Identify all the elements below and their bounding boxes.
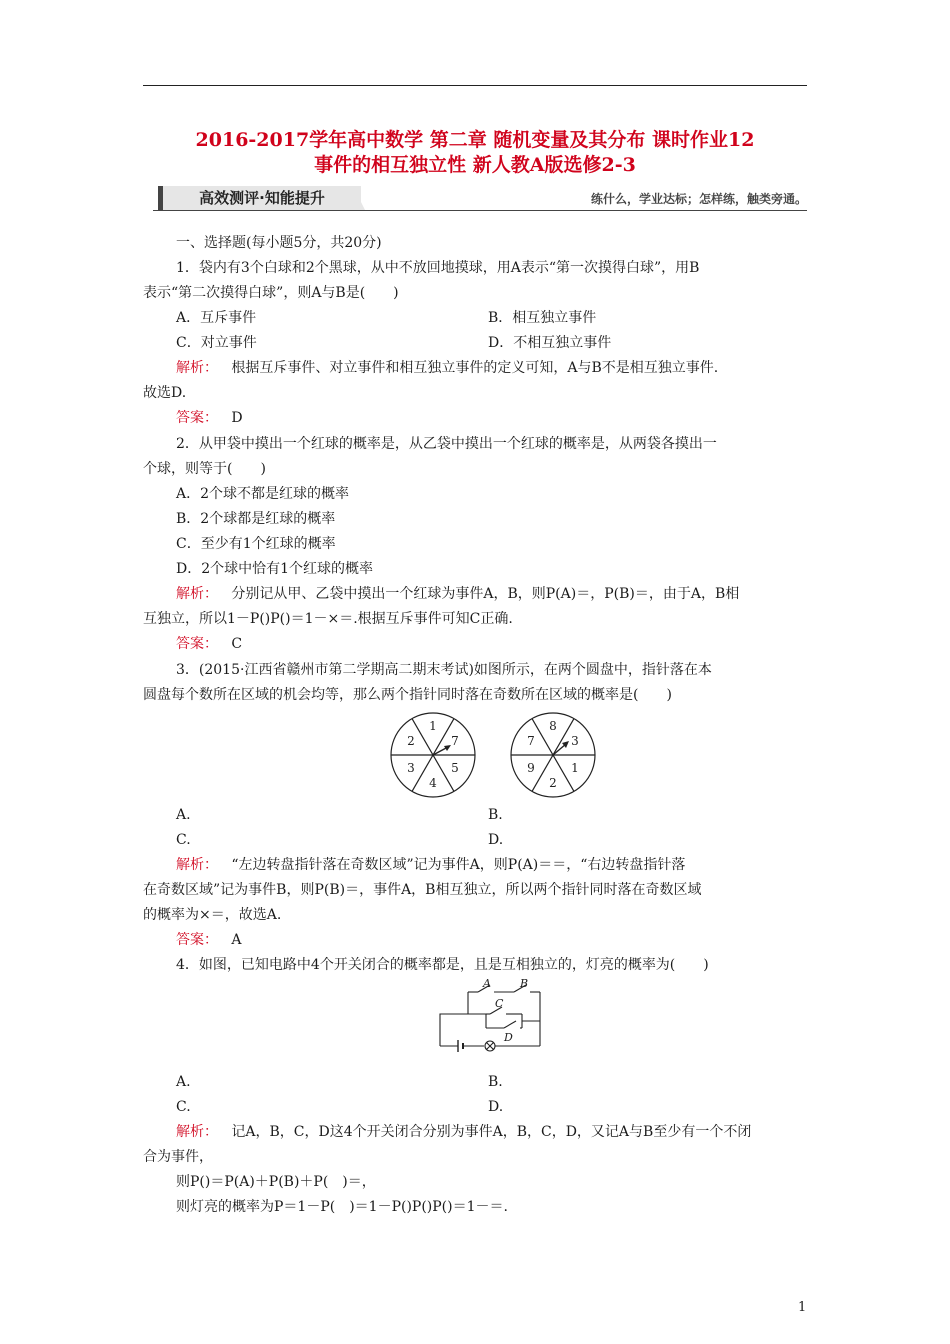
switch-b-label: B	[520, 978, 529, 990]
q3-option-b: B.	[488, 807, 503, 823]
q3-option-c: C.	[176, 832, 191, 848]
spinner-figure	[385, 710, 615, 800]
circuit-diagram	[432, 978, 552, 1060]
q4-option-b: B.	[488, 1074, 503, 1090]
q3-solution-3: 的概率为×＝，故选A.	[143, 907, 282, 923]
q4-stem: 4．如图，已知电路中4个开关闭合的概率都是，且是互相独立的，灯亮的概率为( )	[176, 957, 709, 973]
q1-stem-1: 1．袋内有3个白球和2个黑球，从中不放回地摸球，用A表示“第一次摸得白球”，用B	[176, 260, 700, 276]
q3-stem-2: 圆盘每个数所在区域的机会均等，那么两个指针同时落在奇数所在区域的概率是( )	[143, 687, 672, 703]
left-sector-6: 2	[407, 734, 415, 748]
q4-option-d: D.	[488, 1099, 504, 1115]
q3-solution-1	[143, 853, 840, 877]
q2-solution-1	[143, 582, 840, 606]
q3-option-a: A.	[176, 807, 191, 823]
q2-answer	[143, 632, 840, 656]
page-number: 1	[798, 1300, 807, 1315]
q1-solution-label: 解析：	[176, 360, 218, 376]
q2-option-d: D．2个球中恰有1个红球的概率	[176, 561, 374, 577]
q4-solution-text: 记A，B，C，D这4个开关闭合分别为事件A，B，C，D，又记A与B至少有一个不闭	[231, 1124, 752, 1140]
q3-solution-2: 在奇数区域”记为事件B，则P(B)＝，事件A，B相互独立，所以两个指针同时落在奇数区域	[143, 882, 702, 898]
section-banner: 高效测评·知能提升	[158, 186, 361, 210]
q4-option-a: A.	[176, 1074, 191, 1090]
right-sector-3: 1	[571, 761, 579, 775]
q1-solution-2: 故选D.	[143, 385, 187, 401]
q3-solution-label: 解析：	[176, 857, 218, 873]
q4-solution-label: 解析：	[176, 1124, 218, 1140]
q1-answer	[143, 406, 840, 430]
q2-option-a: A．2个球不都是红球的概率	[176, 486, 350, 502]
q1-solution-1	[143, 356, 840, 380]
left-sector-5: 3	[407, 761, 415, 775]
q1-answer-value: D	[231, 410, 243, 426]
switch-d-label: D	[504, 1031, 513, 1044]
q4-options-row-1	[143, 1070, 840, 1094]
banner-tail	[353, 186, 365, 210]
q4-option-c: C.	[176, 1099, 191, 1115]
q2-option-c: C．至少有1个红球的概率	[176, 536, 336, 552]
q2-solution-2: 互独立，所以1－P()P()＝1－×＝.根据互斥事件可知C正确.	[143, 611, 513, 627]
q4-solution-1	[143, 1120, 840, 1144]
q4-options-row-2	[143, 1095, 840, 1119]
right-sector-2: 3	[571, 734, 579, 748]
left-sector-3: 5	[451, 761, 459, 775]
q1-options-row-1	[143, 306, 840, 330]
q1-options-row-2	[143, 331, 840, 355]
q2-answer-label: 答案：	[176, 636, 218, 652]
top-rule	[143, 85, 807, 86]
q2-option-b: B．2个球都是红球的概率	[176, 511, 336, 527]
section-heading: 一、选择题(每小题5分，共20分)	[176, 235, 382, 251]
title-line-2: 事件的相互独立性 新人教A版选修2-3	[314, 154, 636, 176]
q3-option-d: D.	[488, 832, 504, 848]
q3-solution-text: “左边转盘指针落在奇数区域”记为事件A，则P(A)＝＝，“右边转盘指针落	[231, 857, 686, 873]
q2-answer-value: C	[231, 636, 243, 652]
q1-answer-label: 答案：	[176, 410, 218, 426]
q3-options-row-1	[143, 803, 840, 827]
right-sector-5: 9	[527, 761, 535, 775]
q3-answer	[143, 928, 840, 952]
q2-solution-label: 解析：	[176, 586, 218, 602]
switch-c-label: C	[495, 997, 504, 1010]
q2-stem-2: 个球，则等于( )	[143, 461, 266, 477]
q3-stem-1: 3．(2015·江西省赣州市第二学期高二期末考试)如图所示，在两个圆盘中，指针落在本	[176, 662, 712, 678]
right-sector-1: 8	[549, 719, 557, 733]
right-sector-6: 7	[527, 734, 535, 748]
right-sector-4: 2	[549, 776, 557, 790]
q1-option-c: C．对立事件	[176, 335, 257, 351]
left-sector-1: 1	[429, 719, 437, 733]
q1-solution-text: 根据互斥事件、对立事件和相互独立事件的定义可知，A与B不是相互独立事件.	[231, 360, 719, 376]
banner-rule	[153, 210, 807, 211]
q3-answer-label: 答案：	[176, 932, 218, 948]
q4-solution-2: 合为事件，	[143, 1149, 213, 1165]
q1-option-b: B．相互独立事件	[488, 310, 597, 326]
q3-options-row-2	[143, 828, 840, 852]
q1-stem-2: 表示“第二次摸得白球”，则A与B是( )	[143, 285, 399, 301]
q4-solution-3: 则P()＝P(A)＋P(B)＋P( )＝，	[176, 1174, 376, 1190]
q2-stem-1: 2．从甲袋中摸出一个红球的概率是，从乙袋中摸出一个红球的概率是，从两袋各摸出一	[176, 436, 717, 452]
q1-option-d: D．不相互独立事件	[488, 335, 612, 351]
q4-solution-4: 则灯亮的概率为P＝1－P( )＝1－P()P()P()＝1－＝.	[176, 1199, 508, 1215]
left-sector-4: 4	[429, 776, 437, 790]
left-sector-2: 7	[451, 734, 459, 748]
title-line-1: 2016-2017学年高中数学 第二章 随机变量及其分布 课时作业12	[195, 129, 755, 151]
q2-solution-text: 分别记从甲、乙袋中摸出一个红球为事件A，B，则P(A)＝，P(B)＝，由于A，B相	[231, 586, 740, 602]
switch-a-label: A	[483, 978, 491, 990]
q1-option-a: A．互斥事件	[176, 310, 257, 326]
q3-answer-value: A	[231, 932, 242, 948]
banner-slogan: 练什么，学业达标；怎样练，触类旁通。	[590, 192, 807, 206]
